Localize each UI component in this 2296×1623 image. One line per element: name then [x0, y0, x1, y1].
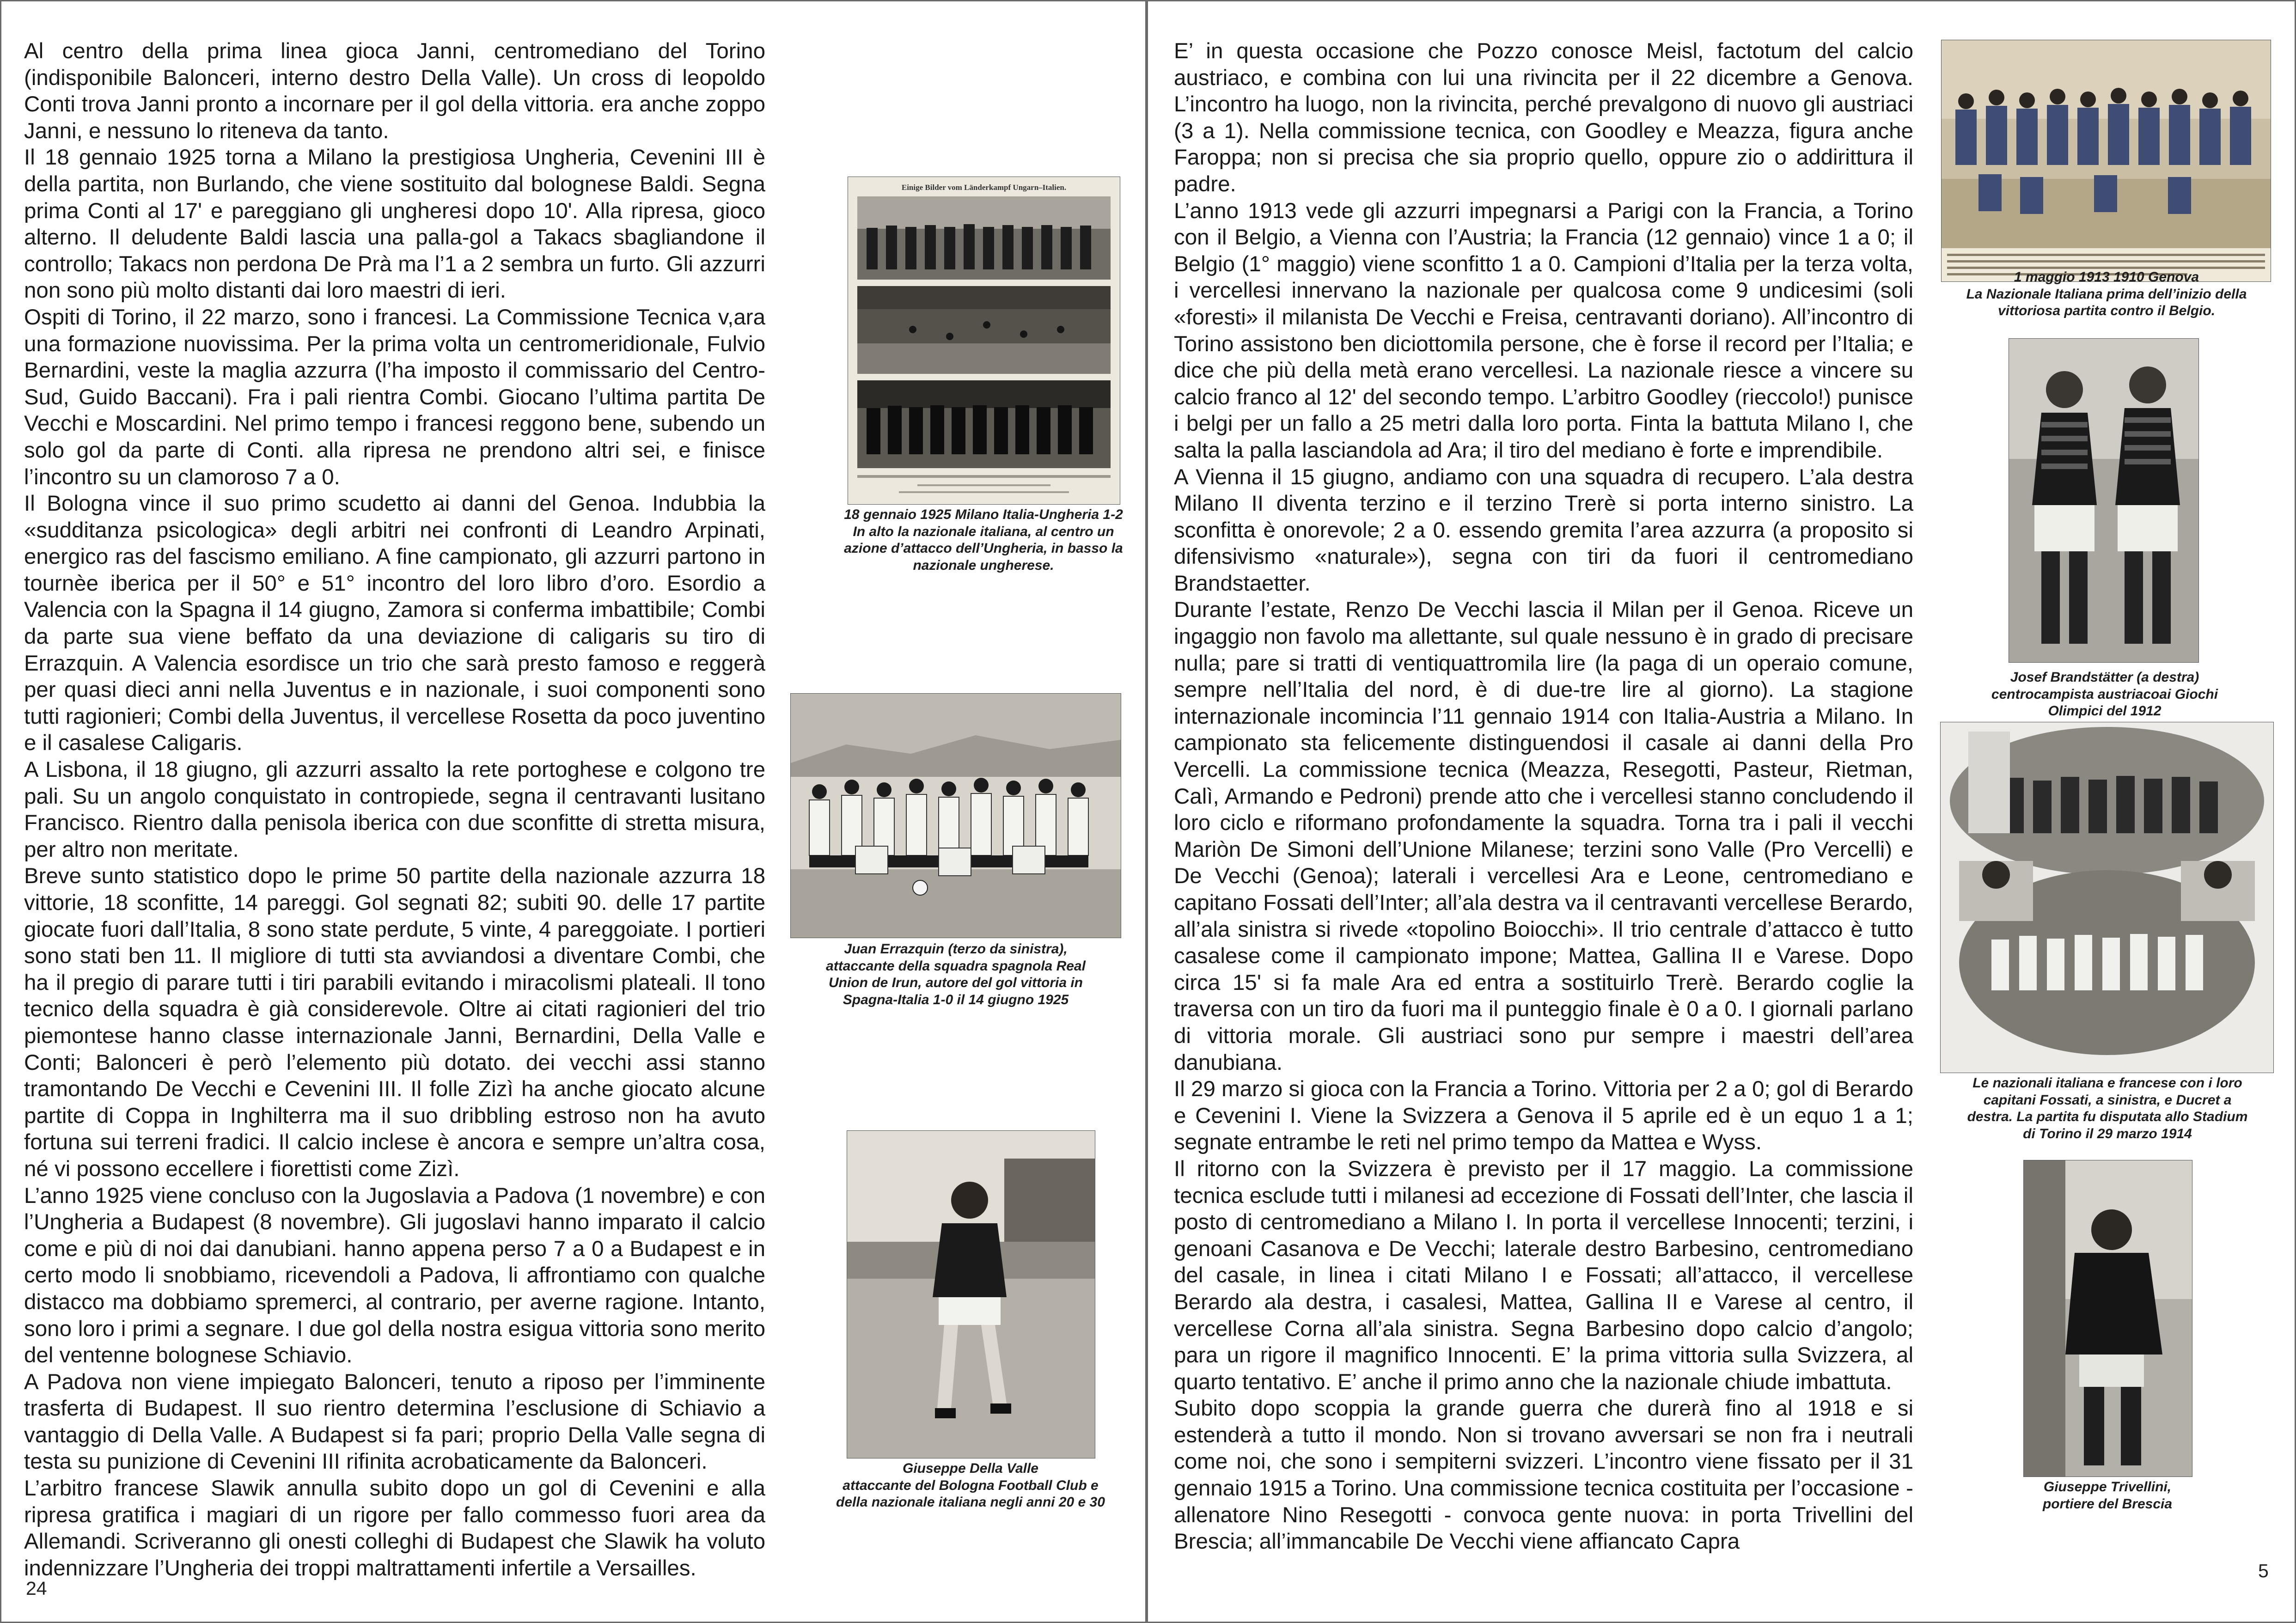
caption-line: Josef Brandstätter (a destra)	[2010, 670, 2199, 685]
page-spine	[1145, 0, 1148, 1623]
players-photo	[2009, 338, 2199, 663]
figure-caption	[1948, 669, 2261, 720]
paragraph: Subito dopo scoppia la grande guerra che durerà fino al 1918 e si estenderà a tutto il mondo. Non si trovano avversari se non fra i neutrali come noi, che sono i sempiterni svizzeri. L’incontro viene fissato per il 31 gennaio 1915 a Torino. Una commissione tecnica costituita per l’occasione - allenatore Nino Resegotti - convoca gente nuova: in porta Trivellini del Brescia; all’immancabile De Vecchi viene affiancato Capra	[1174, 1396, 1913, 1554]
paragraph: Al centro della prima linea gioca Janni, centromediano del Torino (indisponibile Balonceri, interno destro Della Valle). Un cross di leopoldo Conti trova Janni pronto a incornare per il gol della vittoria. era anche zoppo Janni, e nessuno lo riteneva da tanto.	[24, 39, 765, 143]
figure-caption	[1931, 269, 2282, 320]
paragraph: Ospiti di Torino, il 22 marzo, sono i francesi. La Commissione Tecnica v,ara una formazione nuovissima. Per la prima volta un centromeridionale, Fulvio Bernardini, veste la maglia azzurra (l’ha imposto il commissario del Centro-Sud, Guido Baccani). Fra i pali rientra Combi. Giocano l’ultima partita De Vecchi e Moscardini. Nel primo tempo i francesi reggono bene, subendo un solo gol da parte di Conti. alla ripresa ne prendono altri sei, e finisce l’incontro su un clamoroso 7 a 0.	[24, 305, 765, 489]
paragraph: Il Bologna vince il suo primo scudetto ai danni del Genoa. Indubbia la «sudditanza psicologica» degli arbitri nei confronti di Leandro Arpinati, energico ras del fascismo emiliano. A fine campionato, gli azzurri partono in tournèe iberica per il 50° e 51° incontro del loro libro d’oro. Esordio a Valencia con la Spagna il 14 giugno, Zamora si conferma imbattibile; Combi da parte sua viene beffato da una deviazione di caligaris su tiro di Errazquin. A Valencia esordisce un trio che sarà presto famoso e reggerà per quasi dieci anni nella Juventus e in nazionale, i suoi componenti sono tutti ragionieri; Combi della Juventus, il vercellese Rosetta da poco juventino e il casalese Caligaris.	[24, 491, 765, 756]
caption-line: capitani Fossati, a sinistra, e Ducret a	[1983, 1092, 2232, 1108]
page-number-left: 24	[26, 1578, 47, 1599]
paragraph: A Padova non viene impiegato Balonceri, tenuto a riposo per l’imminente trasferta di Budapest. Il suo rientro determina l’esclusione di Schiavio a vantaggio di Della Valle. A Budapest si fa pari; proprio Della Valle segna di testa su punizione di Cevenini III rifinita acrobaticamente da Balonceri.	[24, 1369, 765, 1474]
team-photo	[1941, 40, 2271, 282]
caption-line: Olimpici del 1912	[2048, 703, 2162, 719]
paragraph: A Vienna il 15 giugno, andiamo con una squadra di recupero. L’ala destra Milano II diventa terzino e il terzino Trerè si porta interno sinistro. La sconfitta è onorevole; 2 a 0. essendo gremita l’area azzurra (a proposito si difensivismo «naturale»), segna con tiri da fuori il centromediano Brandstaetter.	[1174, 464, 1913, 596]
team-photo	[790, 693, 1121, 938]
caption-line: portiere del Brescia	[2042, 1496, 2173, 1512]
caption-line: In alto la nazionale italiana, al centro un	[853, 524, 1114, 539]
caption-line: Juan Errazquin (terzo da sinistra),	[844, 941, 1068, 957]
figure-caption	[794, 1460, 1147, 1511]
caption-line: Le nazionali italiana e francese con i loro	[1972, 1075, 2242, 1091]
caption-line: destra. La partita fu disputata allo Stadium	[1967, 1109, 2248, 1124]
paragraph: L’anno 1913 vede gli azzurri impegnarsi a Parigi con la Francia, a Torino con il Belgio, a Vienna con l’Austria; la Francia (12 gennaio) vince 1 a 0; il Belgio (1° maggio) viene sconfitto 1 a 0. Campioni d’Italia per la terza volta, i vercellesi innervano la nazionale per qualcosa come 9 undicesimi (soli «foresti» il milanista De Vecchi e Freisa, centravanti doriano). All’incontro di Torino assistono ben diciottomila persone, che è forse il record per l’Italia; e dice che più della metà erano vercellesi. La nazionale riesce a vincere su calcio franco al 12' del secondo tempo. L’arbitro Goodley (rieccolo!) punisce i belgi per un fallo a 25 metri dalla loro porta. Finta la battuta Milano I, che salta la palla lasciandola ad Ara; il tiro del mediano è forte e imprendibile.	[1174, 198, 1913, 463]
paragraph: L’anno 1925 viene concluso con la Jugoslavia a Padova (1 novembre) e con l’Ungheria a Budapest (8 novembre). Gli jugoslavi hanno imparato il calcio come e più di noi dai danubiani. hanno appena perso 7 a 0 a Budapest e in certo modo li snobbiamo, ricevendoli a Padova, li affrontiamo con qualche distacco ma dobbiamo spremerci, al contrario, per averne ragione. Intanto, sono loro i primi a segnare. I due gol della nostra esigua vittoria sono merito del ventenne bolognese Schiavio.	[24, 1183, 765, 1368]
paragraph: Il 29 marzo si gioca con la Francia a Torino. Vittoria per 2 a 0; gol di Berardo e Cevenini I. Viene la Svizzera a Genova il 5 aprile ed è un equo 1 a 1; segnate entrambe le reti nel primo tempo da Mattea e Wyss.	[1174, 1077, 1913, 1155]
paragraph: Il 18 gennaio 1925 torna a Milano la prestigiosa Ungheria, Cevenini III è della partita, non Burlando, che viene sostituito dal bolognese Baldi. Segna prima Conti al 17' e pareggiano gli ungheresi dopo 10'. Alla ripresa, gioco alterno. Il deludente Baldi lascia una palla-gol a Takacs sbagliandone il controllo; Takacs non perdona De Prà ma l’1 a 2 sembra un furto. Gli azzurri non sono più molto distanti dai loro maestri di ieri.	[24, 145, 765, 303]
caption-line: Giuseppe Della Valle	[902, 1461, 1038, 1476]
figure-caption	[788, 506, 1179, 574]
caption-line: della nazionale italiana negli anni 20 e 30	[836, 1495, 1105, 1510]
caption-line: 1 maggio 1913 1910 Genova	[2014, 269, 2199, 285]
caption-line: Union de Irun, autore del gol vittoria in	[828, 975, 1083, 990]
caption-line: nazionale ungherese.	[913, 557, 1054, 573]
caption-line: di Torino il 29 marzo 1914	[2023, 1126, 2192, 1141]
caption-line: Spagna-Italia 1-0 il 14 giugno 1925	[843, 992, 1069, 1007]
paragraph: Durante l’estate, Renzo De Vecchi lascia il Milan per il Genoa. Riceve un ingaggio non favolo ma allettante, sul quale nessuno è in grado di precisare nulla; pare si tratti di ventiquattromila lire (la paga di un operaio comune, sempre nell’Italia del nord, è di due-tre lire al giorno). La stagione internazionale incomincia l’11 gennaio 1914 con Italia-Austria a Milano. In campionato sta felicemente distinguendosi il casale ai danni della Pro Vercelli. La commissione tecnica (Meazza, Resegotti, Pasteur, Rietman, Calì, Armando e Pedroni) prende atto che i vercellesi stanno concludendo il loro ciclo e riformano profondamente la squadra. Torna tra i pali il vecchi Mariòn De Simoni dell’Unione Milanese; terzini sono Valle (Pro Vercelli) e De Vecchi (Genoa); laterali i vercellesi Ara e Leone, centromediano e capitano Fossati dell’Inter; all’ala destra va il centravanti vercellese Berardo, all’ala sinistra si rivede «topolino Boiocchi». Il trio centrale d’attacco è tutto casalese come il campionato impone; Mattea, Gallina II e Varese. Dopo circa 15' si fa male Ara ed entra a sostituirlo Trerè. Berardo coglie la traversa con un tiro da fuori ma il punteggio finale è 0 a 0. I giornali parlano di vittoria morale. Gli austriaci sono pur sempre i maestri dell’area danubiana.	[1174, 598, 1913, 1075]
caption-line: attaccante del Bologna Football Club e	[843, 1477, 1099, 1493]
figure-caption	[2001, 1479, 2214, 1513]
figure-caption	[786, 941, 1126, 1008]
paragraph: Il ritorno con la Svizzera è previsto per il 17 maggio. La commissione tecnica esclude tutti i milanesi ad eccezione di Fossati dell’Inter, che lascia il posto di centromediano a Milano I. In porta il vercellese Innocenti; terzini, i genoani Casanova e De Vecchi; laterale destro Barbesino, centromediano del casale, in linea i citati Milano I e Fossati; all’attacco, il vercellese Berardo ala destra, i casalesi, Mattea, Gallina II e Varese al centro, il vercellese Corna all’ala sinistra. Segna Barbesino dopo calcio d’angolo; para un rigore il magnifico Innocenti. E’ la prima vittoria sulla Svizzera, al quarto tentativo. E’ anche il primo anno che la nazionale chiude imbattuta.	[1174, 1156, 1913, 1394]
caption-line: vittoriosa partita contro il Belgio.	[1997, 303, 2216, 318]
caption-line: centrocampista austriacoai Giochi	[1991, 686, 2218, 702]
paragraph: L’arbitro francese Slawik annulla subito dopo un gol di Cevenini e alla ripresa gratifica i magiari di un rigore per fallo commesso fuori area da Allemandi. Scriveranno gli onesti colleghi di Budapest che Slawik ha voluto indennizzare l’Ungheria dei troppi maltrattamenti infertile a Versailles.	[24, 1476, 765, 1580]
caption-line: Giuseppe Trivellini,	[2043, 1479, 2172, 1495]
goalkeeper-photo	[2023, 1160, 2192, 1477]
left-page-text	[24, 38, 765, 1581]
paragraph: A Lisbona, il 18 giugno, gli azzurri assalto la rete portoghese e colgono tre pali. Su un angolo conquistato in contropiede, segna il centravanti lusitano Francisco. Rientro dalla penisola iberica con due sconfitte di stretta misura, per altro non meritate.	[24, 757, 765, 862]
collage-photo	[1940, 722, 2274, 1073]
caption-line: azione d’attacco dell’Ungheria, in basso la	[844, 541, 1123, 556]
right-page-text	[1174, 38, 1913, 1555]
caption-line: La Nazionale Italiana prima dell’inizio della	[1966, 286, 2247, 302]
caption-line: attaccante della squadra spagnola Real	[826, 958, 1086, 974]
figure-caption	[1934, 1075, 2281, 1142]
newspaper-photo-collage	[848, 177, 1120, 505]
paragraph: Breve sunto statistico dopo le prime 50 partite della nazionale azzurra 18 vittorie, 18 sconfitte, 14 pareggi. Gol segnati 82; subiti 90. delle 17 partite giocate fuori dall’Italia, 8 sono state perdute, 5 vinte, 4 pareggoiate. I portieri sono stati ben 11. Il migliore di tutti sta avviandosi a diventare Combi, che ha il pregio di parare tutti i tiri parabili evitando i miracolismi plateali. Il tono tecnico della squadra è già considerevole. Oltre ai citati ragionieri del trio piemontese hanno classe internazionale Janni, Bernardini, Della Valle e Conti; Balonceri è però l’elemento più dotato. dei vecchi assi stanno tramontando De Vecchi e Cevenini III. Il folle Zizì ha anche giocato alcune partite di Coppa in Inghilterra ma il suo dribbling estroso non ha avuto fortuna sui terreni fradici. Il calcio inclese è ancora e sempre un’altra cosa, né vi possono eccellere i fiorettisti come Zizì.	[24, 864, 765, 1181]
page-number-right: 5	[2258, 1560, 2269, 1581]
player-photo	[847, 1130, 1095, 1458]
caption-line: 18 gennaio 1925 Milano Italia-Ungheria 1-2	[844, 507, 1123, 522]
paragraph: E’ in questa occasione che Pozzo conosce Meisl, factotum del calcio austriaco, e combina con lui una rivincita per il 22 dicembre a Genova. L’incontro ha luogo, non la rivincita, perché prevalgono di nuovo gli austriaci (3 a 1). Nella commissione tecnica, con Goodley e Meazza, figura anche Faroppa; non si precisa che sia proprio quello, oppure zio o addirittura il padre.	[1174, 39, 1913, 196]
photo-heading: Einige Bilder vom Länderkampf Ungarn–Italien.	[901, 183, 1067, 192]
